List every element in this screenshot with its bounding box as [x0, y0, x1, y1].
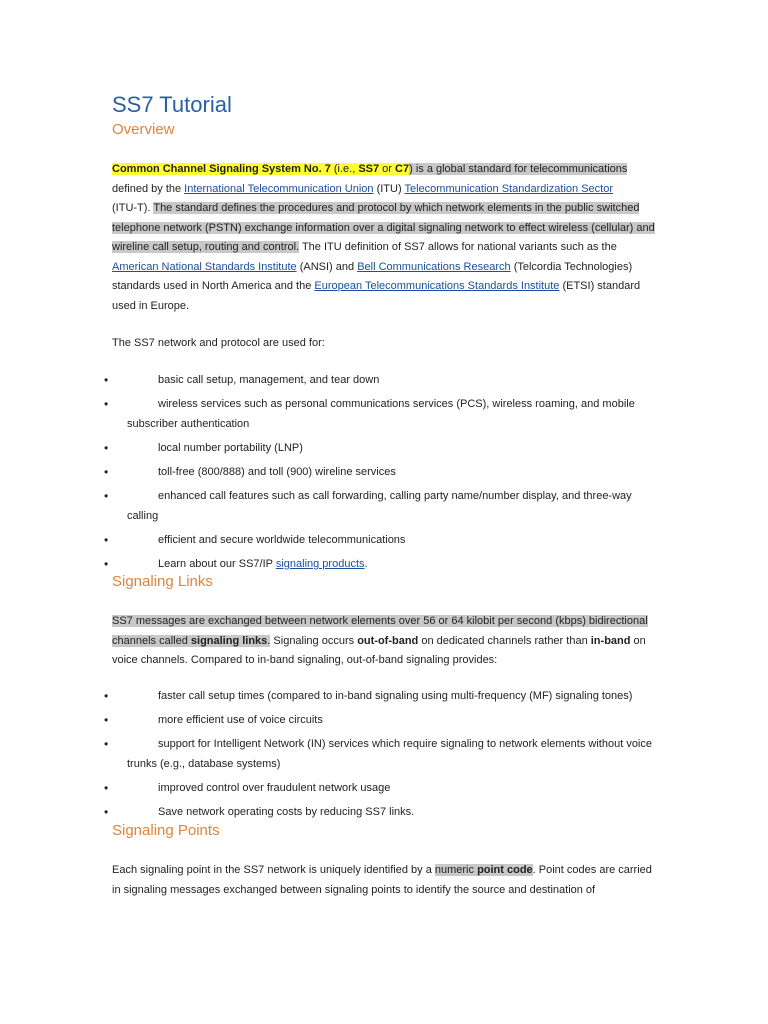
list-item: • faster call setup times (compared to in-band signaling using multi-frequency (MF) signaling tones): [0, 686, 768, 706]
list-item: • Save network operating costs by reducing SS7 links.: [0, 802, 768, 822]
bullet-icon: •: [104, 557, 109, 571]
bullet-icon: •: [104, 533, 109, 547]
list-item: • wireless services such as personal communications services (PCS), wireless roaming, and mobile subscriber authentication: [0, 394, 768, 434]
uses-list: [0, 370, 768, 574]
list-item: • more efficient use of voice circuits: [0, 710, 768, 730]
bullet-icon: •: [104, 689, 109, 703]
section-heading-signaling-links: Signaling Links: [112, 573, 213, 590]
list-item: • basic call setup, management, and tear down: [0, 370, 768, 390]
section-heading-signaling-points: Signaling Points: [112, 822, 220, 839]
bullet-icon: •: [104, 397, 109, 411]
link-etsi[interactable]: European Telecommunications Standards Institute: [314, 280, 560, 292]
benefits-list: [0, 686, 768, 822]
bullet-icon: •: [104, 713, 109, 727]
list-item: • efficient and secure worldwide telecommunications: [0, 530, 768, 550]
list-item: • local number portability (LNP): [0, 438, 768, 458]
bullet-icon: •: [104, 781, 109, 795]
list-item: • toll-free (800/888) and toll (900) wireline services: [0, 462, 768, 482]
link-signaling-products[interactable]: signaling products: [275, 558, 365, 570]
link-bellcore[interactable]: Bell Communications Research: [357, 260, 511, 273]
list-item: • enhanced call features such as call forwarding, calling party name/number display, and three-way calling: [0, 486, 768, 526]
signaling-links-paragraph: SS7 messages are exchanged between network elements over 56 or 64 kilobit per second (kbps) bidirectional channels called signaling links. Signaling occurs out-of-band on dedicated channels rather than in-band on voice channels. Compared to in-band signaling, out-of-band signaling provides:: [112, 615, 648, 666]
bullet-icon: •: [104, 465, 109, 479]
bullet-icon: •: [104, 489, 109, 503]
term-ccss7: Common Channel Signaling System No. 7: [112, 163, 331, 175]
page-title: SS7 Tutorial: [112, 92, 232, 117]
signaling-points-paragraph: Each signaling point in the SS7 network is uniquely identified by a numeric point code. Point codes are carried in signaling messages exchanged between signaling points to identify the source and destination of: [112, 864, 652, 896]
bullet-icon: •: [104, 441, 109, 455]
bullet-icon: •: [104, 737, 109, 751]
link-itu-t[interactable]: Telecommunication Standardization Sector: [404, 182, 614, 195]
section-heading-overview: Overview: [112, 121, 175, 138]
list-item: • Learn about our SS7/IP signaling products.: [0, 554, 768, 574]
overview-paragraph: Common Channel Signaling System No. 7 (i.e., SS7 or C7) is a global standard for telecommunications defined by the International Telecommunication Union (ITU) Telecommunication Standardization Sector (ITU-T). The standard defines the procedures and protocol by which network elements in the public switched telephone network (PSTN) exchange information over a digital signaling network to effect wireless (cellular) and wireline call setup, routing and control. The ITU definition of SS7 allows for national variants such as the American National Standards Institute (ANSI) and Bell Communications Research (Telcordia Technologies) standards used in North America and the European Telecommunications Standards Institute (ETSI) standard used in Europe.: [112, 163, 655, 312]
uses-intro: The SS7 network and protocol are used for:: [112, 337, 325, 349]
bullet-icon: •: [104, 805, 109, 819]
link-ansi[interactable]: American National Standards Institute: [112, 260, 297, 273]
link-itu[interactable]: International Telecommunication Union: [184, 182, 374, 195]
bullet-icon: •: [104, 373, 109, 387]
list-item: • support for Intelligent Network (IN) services which require signaling to network elements without voice trunks (e.g., database systems): [0, 734, 768, 774]
list-item: • improved control over fraudulent network usage: [0, 778, 768, 798]
